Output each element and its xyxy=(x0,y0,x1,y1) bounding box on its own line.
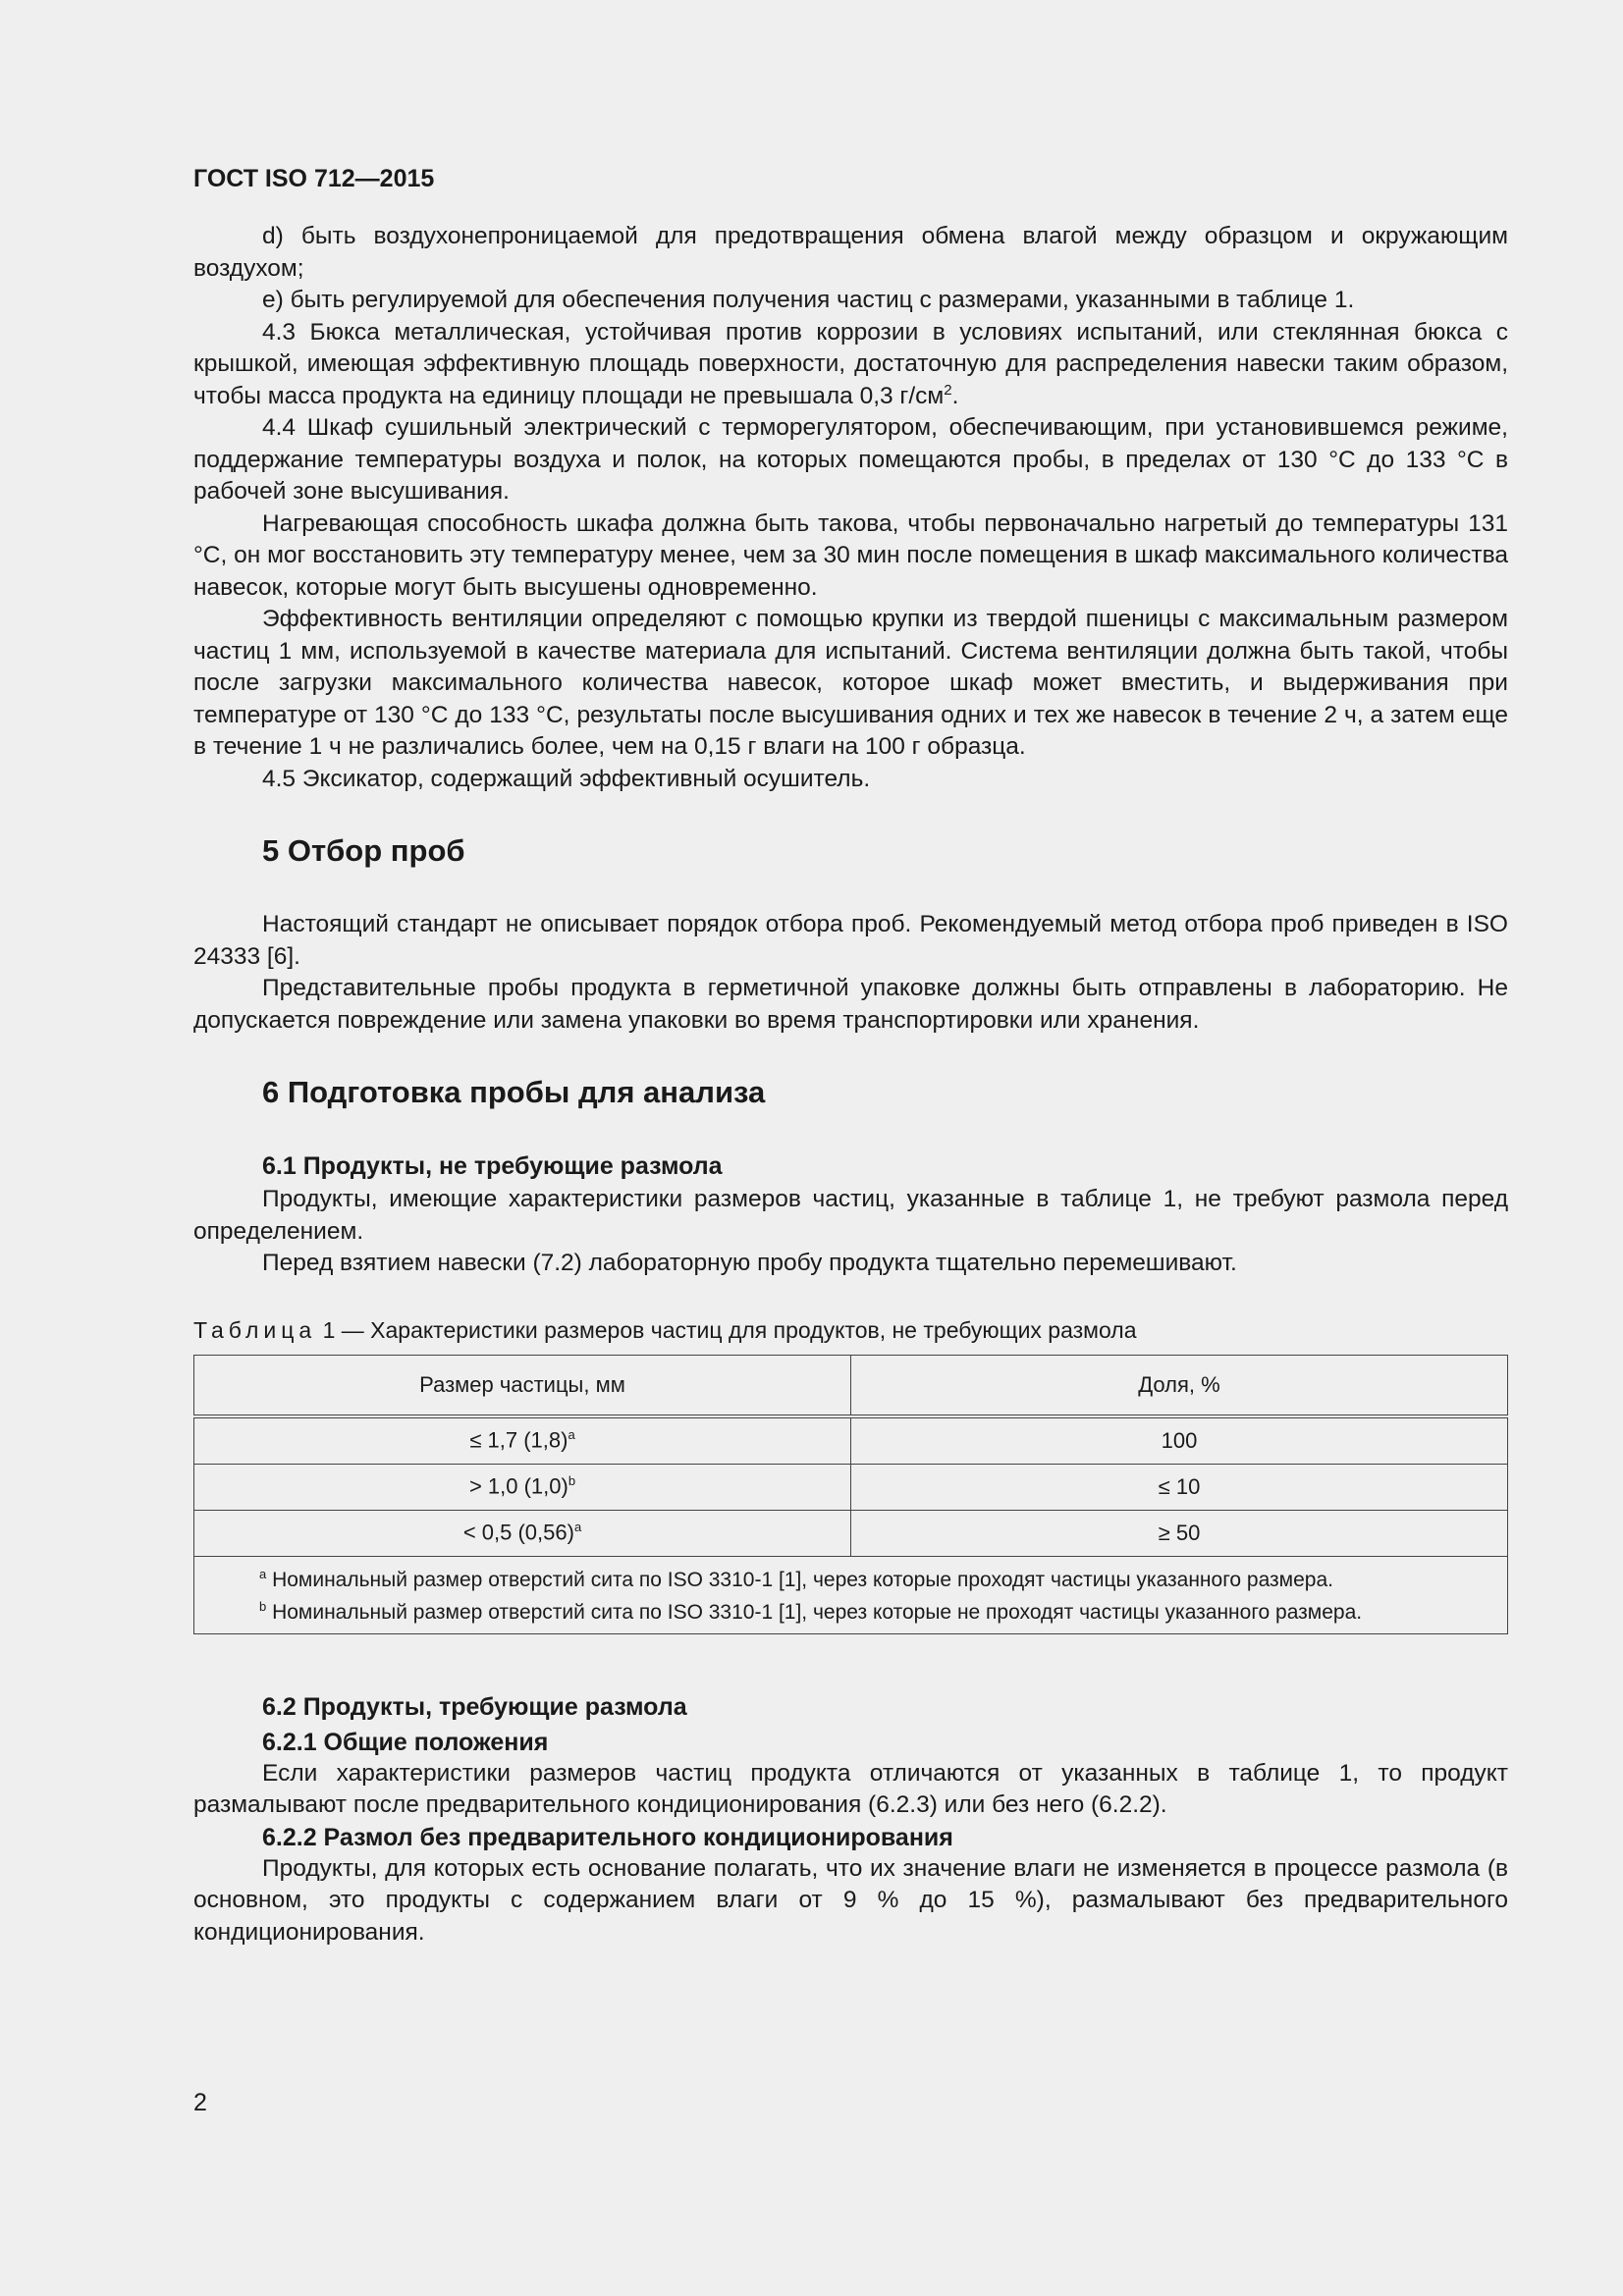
column-header-size: Размер частицы, мм xyxy=(194,1355,851,1416)
table-notes-row xyxy=(194,1556,1508,1633)
table-notes xyxy=(194,1556,1508,1633)
table-row xyxy=(194,1416,1508,1465)
section-6-title: 6 Подготовка пробы для анализа xyxy=(262,1075,766,1109)
cell-share: 100 xyxy=(851,1416,1508,1465)
section-5-paragraph: Настоящий стандарт не описывает порядок отбора проб. Рекомендуемый метод отбора проб приведен в ISO 24333 [6]. xyxy=(193,911,1508,970)
section-6-1-paragraph: Продукты, имеющие характеристики размеров частиц, указанные в таблице 1, не требуют размола перед определением. xyxy=(193,1186,1508,1245)
cell-share: ≥ 50 xyxy=(851,1510,1508,1556)
section-6-2-title: 6.2 Продукты, требующие размола xyxy=(262,1692,687,1721)
paragraph-e: e) быть регулируемой для обеспечения получения частиц с размерами, указанными в таблице 1. xyxy=(262,287,1355,313)
cell-size: ≤ 1,7 $(1,8)^a$ xyxy=(194,1416,851,1465)
table-row xyxy=(194,1464,1508,1510)
page-number: 2 xyxy=(193,2089,207,2116)
section-6-2-2-paragraph: Продукты, для которых есть основание полагать, что их значение влаги не изменяется в процессе размола (в основном, это продукты с содержанием влаги от 9 % до 15 %), размалывают без предварительного кондиционирования. xyxy=(193,1854,1508,1946)
section-6-1-paragraph: Перед взятием навески (7.2) лабораторную пробу продукта тщательно перемешивают. xyxy=(262,1250,1237,1276)
cell-size: < 0,5 $(0,56)^a$ xyxy=(194,1510,851,1556)
section-6-2-1-paragraph: Если характеристики размеров частиц продукта отличаются от указанных в таблице 1, то продукт размалывают после предварительного кондиционирования (6.2.3) или без него (6.2.2). xyxy=(193,1759,1508,1818)
table-caption: Таблица 1 — Характеристики размеров частиц для продуктов, не требующих размола xyxy=(193,1316,1137,1343)
paragraph-d: d) быть воздухонепроницаемой для предотвращения обмена влагой между образцом и окружающим воздухом; xyxy=(193,223,1508,282)
particle-size-table xyxy=(193,1355,1508,1634)
section-6-1-title: 6.1 Продукты, не требующие размола xyxy=(262,1152,723,1180)
paragraph-4-5: 4.5 Эксикатор, содержащий эффективный осушитель. xyxy=(262,765,871,792)
paragraph-heating: Нагревающая способность шкафа должна быть такова, чтобы первоначально нагретый до температуры 131 °С, он мог восстановить эту температуру менее, чем за 30 мин после помещения в шкаф максимального количества навесок, которые могут быть высушены одновременно. xyxy=(193,509,1508,601)
cell-share: ≤ 10 xyxy=(851,1464,1508,1510)
table-note: $^a$ Номинальный размер отверстий сита по ISO 3310-1 [1], через которые проходят частицы указанного размера. xyxy=(259,1566,1333,1591)
section-5-title: 5 Отбор проб xyxy=(262,833,465,868)
document-header: ГОСТ ISO 712—2015 xyxy=(193,165,435,192)
table-note: $^b$ Номинальный размер отверстий сита по ISO 3310-1 [1], через которые не проходят частицы указанного размера. xyxy=(259,1598,1363,1624)
section-5-paragraph: Представительные пробы продукта в герметичной упаковке должны быть отправлены в лабораторию. Не допускается повреждение или замена упаковки во время транспортировки или хранения. xyxy=(193,975,1508,1034)
section-6-2-2-title: 6.2.2 Размол без предварительного кондиционирования xyxy=(262,1823,953,1851)
paragraph-4-4: 4.4 Шкаф сушильный электрический с терморегулятором, обеспечивающим, при установившемся режиме, поддержание температуры воздуха и полок, на которых помещаются пробы, в пределах от 130 °С до 133 °С в рабочей зоне высушивания. xyxy=(193,414,1508,505)
paragraph-ventilation: Эффективность вентиляции определяют с помощью крупки из твердой пшеницы с максимальным размером частиц 1 мм, используемой в качестве материала для испытаний. Система вентиляции должна быть такой, чтобы после загрузки максимального количества навесок, которое шкаф может вместить, и выдерживания при температуре от 130 °С до 133 °С, результаты после высушивания одних и тех же навесок в течение 2 ч, а затем еще в течение 1 ч не различались более, чем на 0,15 г влаги на 100 г образца. xyxy=(193,606,1508,760)
table-row xyxy=(194,1510,1508,1556)
cell-size: > 1,0 $(1,0)^b$ xyxy=(194,1464,851,1510)
paragraph-4-3: 4.3 Бюкса металлическая, устойчивая против коррозии в условиях испытаний, или стеклянная бюкса с крышкой, имеющая эффективную площадь поверхности, достаточную для распределения навески таким образом, чтобы масса продукта на единицу площади не превышала 0,3 $г/см^2$. xyxy=(193,318,1508,409)
section-6-2-1-title: 6.2.1 Общие положения xyxy=(262,1728,549,1756)
column-header-share: Доля, % xyxy=(851,1355,1508,1416)
